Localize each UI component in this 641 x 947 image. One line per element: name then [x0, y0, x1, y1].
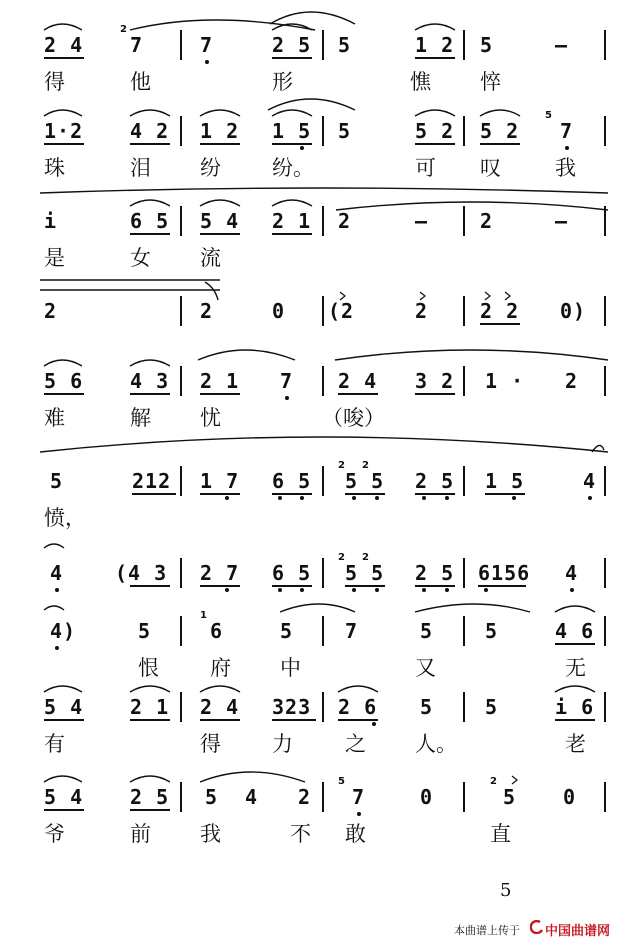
- score-row: [0, 762, 641, 848]
- lyric: 女: [130, 246, 151, 270]
- note: 2: [565, 369, 579, 393]
- bar-line: [604, 366, 606, 396]
- note: 5: [138, 619, 152, 643]
- bar-line: [180, 366, 182, 396]
- note: 5 5: [345, 469, 385, 493]
- note: i: [44, 209, 58, 233]
- note: 2 5: [415, 561, 455, 585]
- lyric: 我: [555, 156, 576, 180]
- note: 2 4: [338, 369, 378, 393]
- note: 5 5: [345, 561, 385, 585]
- note: 5: [338, 33, 352, 57]
- note: 2: [415, 299, 429, 323]
- bar-line: [604, 616, 606, 646]
- note: 0: [420, 785, 434, 809]
- bar-line: [322, 206, 324, 236]
- bar-line: [604, 692, 606, 722]
- note: 4 2: [130, 119, 170, 143]
- lyric: 得: [44, 70, 65, 94]
- note: 5: [338, 119, 352, 143]
- grace-note: 2: [338, 552, 345, 563]
- note: 2 2: [480, 299, 520, 323]
- lyric: 敢: [345, 822, 366, 846]
- lyric: 珠: [44, 156, 65, 180]
- lyric: 前: [130, 822, 151, 846]
- lyric: 泪: [130, 156, 151, 180]
- lyric: 纷: [200, 156, 221, 180]
- note: 3 2: [415, 369, 455, 393]
- bar-line: [463, 206, 465, 236]
- note: i 6: [555, 695, 595, 719]
- lyric: 憔: [410, 70, 431, 94]
- bar-line: [322, 296, 324, 326]
- lyric: 力: [272, 732, 293, 756]
- note: 5: [205, 785, 219, 809]
- bar-line: [180, 206, 182, 236]
- note: 2 1: [200, 369, 240, 393]
- lyric: 老: [565, 732, 586, 756]
- note: 7: [200, 33, 214, 57]
- bar-line: [180, 296, 182, 326]
- note: 5 4: [44, 695, 84, 719]
- note: 323: [272, 695, 312, 719]
- note: 5: [485, 695, 499, 719]
- bar-line: [604, 30, 606, 60]
- note: 0: [272, 299, 286, 323]
- lyric: 之: [345, 732, 366, 756]
- bar-line: [322, 692, 324, 722]
- note: 4 3: [130, 369, 170, 393]
- lyric: 难: [44, 406, 65, 430]
- bar-line: [322, 782, 324, 812]
- note: 0): [560, 299, 587, 323]
- grace-note: 2: [120, 24, 127, 35]
- note: 2: [480, 209, 494, 233]
- note: (2: [328, 299, 355, 323]
- note: 1·2: [44, 119, 84, 143]
- bar-line: [322, 30, 324, 60]
- note: 4: [50, 561, 64, 585]
- score-row: [0, 672, 641, 758]
- note: 5 4: [200, 209, 240, 233]
- grace-note: 2: [338, 460, 345, 471]
- lyric: 爷: [44, 822, 65, 846]
- lyric: （唆）: [322, 406, 385, 430]
- note: 5 2: [415, 119, 455, 143]
- bar-line: [463, 466, 465, 496]
- note: 7: [352, 785, 366, 809]
- note: 1 5: [272, 119, 312, 143]
- lyric: 形: [272, 70, 293, 94]
- note: 212: [132, 469, 172, 493]
- grace-note: 1: [200, 610, 207, 621]
- note: 5: [420, 619, 434, 643]
- note: 4 6: [555, 619, 595, 643]
- lyric: 无: [565, 656, 586, 680]
- lyric: 我: [200, 822, 221, 846]
- lyric: 流: [200, 246, 221, 270]
- bar-line: [180, 466, 182, 496]
- note: 5 2: [480, 119, 520, 143]
- note: 2 5: [272, 33, 312, 57]
- bar-line: [604, 558, 606, 588]
- bar-line: [180, 558, 182, 588]
- note: 2 4: [200, 695, 240, 719]
- bar-line: [322, 558, 324, 588]
- lyric: 叹: [480, 156, 501, 180]
- note: 6156: [478, 561, 531, 585]
- note: —: [555, 209, 569, 233]
- bar-line: [463, 558, 465, 588]
- bar-line: [604, 782, 606, 812]
- bar-line: [463, 616, 465, 646]
- note: 7: [130, 33, 144, 57]
- note: 6 5: [272, 469, 312, 493]
- note: 5 4: [44, 785, 84, 809]
- bar-line: [322, 116, 324, 146]
- score-row: [0, 10, 641, 96]
- note: 2 1: [272, 209, 312, 233]
- score-row: [0, 346, 641, 432]
- bar-line: [463, 296, 465, 326]
- lyric: 府: [210, 656, 231, 680]
- note: 2 1: [130, 695, 170, 719]
- note: 5: [420, 695, 434, 719]
- lyric: 他: [130, 70, 151, 94]
- bar-line: [604, 116, 606, 146]
- score-row: [0, 446, 641, 532]
- note: 1 7: [200, 469, 240, 493]
- note: 5: [503, 785, 517, 809]
- bar-line: [463, 692, 465, 722]
- note: 1 2: [415, 33, 455, 57]
- note: 4: [583, 469, 597, 493]
- lyric: 直: [490, 822, 511, 846]
- note: 6: [210, 619, 224, 643]
- note: 4: [245, 785, 259, 809]
- grace-note: 2: [490, 776, 497, 787]
- upload-note: 本曲谱上传于: [454, 924, 520, 937]
- score-row: [0, 596, 641, 682]
- bar-line: [463, 366, 465, 396]
- note: 2 4: [44, 33, 84, 57]
- lyric: 中: [280, 656, 301, 680]
- note: 6 5: [130, 209, 170, 233]
- note: (4 3: [115, 561, 168, 585]
- bar-line: [180, 116, 182, 146]
- lyric: 可: [415, 156, 436, 180]
- note: 5: [480, 33, 494, 57]
- note: 5: [280, 619, 294, 643]
- note: 1 ·: [485, 369, 525, 393]
- note: 0: [563, 785, 577, 809]
- lyric: 忧: [200, 406, 221, 430]
- note: 2 5: [415, 469, 455, 493]
- note: 7: [560, 119, 574, 143]
- grace-note: 5: [338, 776, 345, 787]
- note: 7: [280, 369, 294, 393]
- note: 6 5: [272, 561, 312, 585]
- note: 5: [485, 619, 499, 643]
- lyric: 不: [290, 822, 311, 846]
- page-number: 5: [500, 880, 512, 901]
- note: 5: [50, 469, 64, 493]
- grace-note: 5: [545, 110, 552, 121]
- site-brand[interactable]: 中国曲谱网: [545, 924, 611, 939]
- lyric: 是: [44, 246, 65, 270]
- lyric: 又: [415, 656, 436, 680]
- lyric: 人。: [415, 732, 457, 756]
- bar-line: [463, 116, 465, 146]
- note: 2 6: [338, 695, 378, 719]
- note: 4: [565, 561, 579, 585]
- note: 2: [338, 209, 352, 233]
- bar-line: [604, 466, 606, 496]
- bar-line: [604, 206, 606, 236]
- bar-line: [180, 692, 182, 722]
- lyric: 解: [130, 406, 151, 430]
- note: 2: [44, 299, 58, 323]
- brand-logo-icon: [530, 920, 544, 934]
- lyric: 得: [200, 732, 221, 756]
- lyric: 悴: [480, 70, 501, 94]
- grace-note: 2: [362, 460, 369, 471]
- note: 2 7: [200, 561, 240, 585]
- note: 2 5: [130, 785, 170, 809]
- note: 7: [345, 619, 359, 643]
- bar-line: [322, 616, 324, 646]
- note: 1 5: [485, 469, 525, 493]
- note: 4): [50, 619, 77, 643]
- note: 1 2: [200, 119, 240, 143]
- lyric: 愤，: [44, 506, 86, 530]
- grace-note: 2: [362, 552, 369, 563]
- bar-line: [322, 466, 324, 496]
- bar-line: [463, 30, 465, 60]
- note: —: [555, 33, 569, 57]
- bar-line: [180, 782, 182, 812]
- note: —: [415, 209, 429, 233]
- score-row: [0, 96, 641, 182]
- lyric: 恨: [138, 656, 159, 680]
- bar-line: [180, 616, 182, 646]
- note: 5 6: [44, 369, 84, 393]
- note: 2: [200, 299, 214, 323]
- bar-line: [180, 30, 182, 60]
- note: 2: [298, 785, 312, 809]
- bar-line: [604, 296, 606, 326]
- bar-line: [322, 366, 324, 396]
- lyric: 有: [44, 732, 65, 756]
- score-row: [0, 186, 641, 272]
- lyric: 纷。: [272, 156, 314, 180]
- bar-line: [463, 782, 465, 812]
